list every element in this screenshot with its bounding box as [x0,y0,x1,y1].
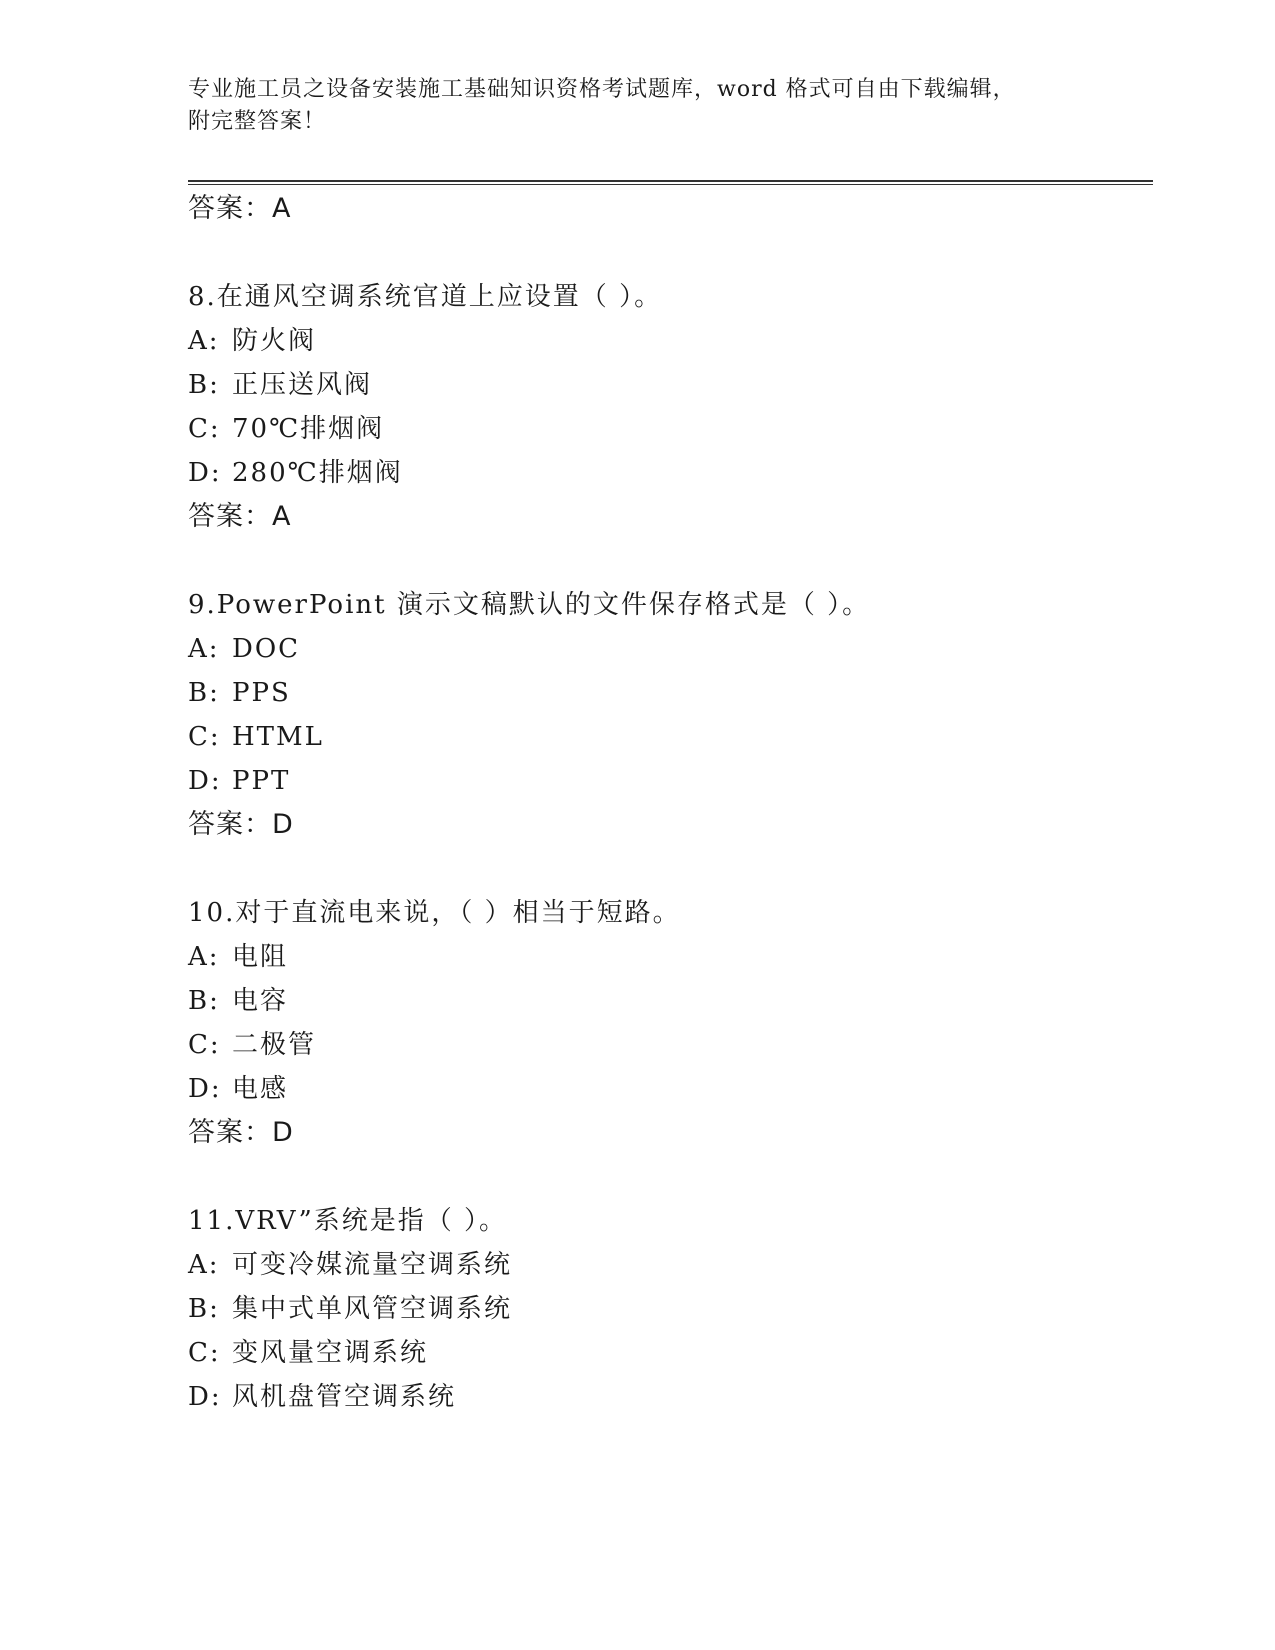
question-8-option-a [188,324,316,358]
option-letter: D: [188,766,222,796]
question-11-option-c [188,1336,428,1370]
option-letter: C: [188,1338,221,1368]
option-letter: A: [188,1250,220,1280]
question-8-option-b [188,368,372,402]
option-letter: D: [188,458,222,488]
document-header [188,74,1088,138]
option-letter: C: [188,722,221,752]
header-divider-thin [188,184,1153,185]
option-text: 变风量空调系统 [232,1338,429,1368]
option-text: 集中式单风管空调系统 [232,1294,513,1324]
option-letter: C: [188,1030,221,1060]
option-text: PPS [232,678,291,708]
option-text: HTML [232,722,324,752]
question-9-option-c [188,720,324,754]
question-10-option-c [188,1028,316,1062]
question-11-option-d [188,1380,456,1414]
question-8-option-c [188,412,384,446]
question-8-option-d [188,456,403,490]
question-10-option-b [188,984,288,1018]
question-10-option-a [188,940,288,974]
question-8-stem: 8.在通风空调系统官道上应设置（ ）。 [188,282,663,312]
option-text: 280℃排烟阀 [232,458,403,488]
option-text: 可变冷媒流量空调系统 [232,1250,513,1280]
header-line-2: 附完整答案！ [188,109,327,134]
answer-q9: 答案：D [188,809,294,840]
option-text: 电感 [232,1074,289,1104]
option-text: 防火阀 [232,326,317,356]
header-line-1: 专业施工员之设备安装施工基础知识资格考试题库，word 格式可自由下载编辑， [188,77,1016,102]
question-11-option-a [188,1248,512,1282]
option-text: DOC [232,634,301,664]
option-letter: D: [188,1074,222,1104]
option-letter: A: [188,326,220,356]
question-11-stem: 11.VRV”系统是指（ ）。 [188,1206,508,1236]
question-9-option-b [188,676,291,710]
option-text: 70℃排烟阀 [232,414,385,444]
option-text: PPT [232,766,291,796]
answer-q8: 答案：A [188,501,292,532]
option-text: 电容 [232,986,289,1016]
option-letter: A: [188,942,220,972]
option-letter: B: [188,1294,220,1324]
answer-q10: 答案：D [188,1117,294,1148]
question-9-option-a [188,632,300,666]
question-9-option-d [188,764,290,798]
question-9-stem: 9.PowerPoint 演示文稿默认的文件保存格式是（ ）。 [188,590,871,620]
option-letter: B: [188,370,220,400]
question-10-stem: 10.对于直流电来说，（ ）相当于短路。 [188,898,681,928]
option-text: 正压送风阀 [232,370,373,400]
option-letter: D: [188,1382,222,1412]
option-letter: A: [188,634,220,664]
answer-q7: 答案：A [188,193,292,224]
option-text: 二极管 [232,1030,317,1060]
option-letter: C: [188,414,221,444]
option-text: 电阻 [232,942,289,972]
option-letter: B: [188,678,220,708]
question-10-option-d [188,1072,288,1106]
option-letter: B: [188,986,220,1016]
question-11-option-b [188,1292,512,1326]
option-text: 风机盘管空调系统 [232,1382,457,1412]
header-divider-thick [188,180,1153,182]
